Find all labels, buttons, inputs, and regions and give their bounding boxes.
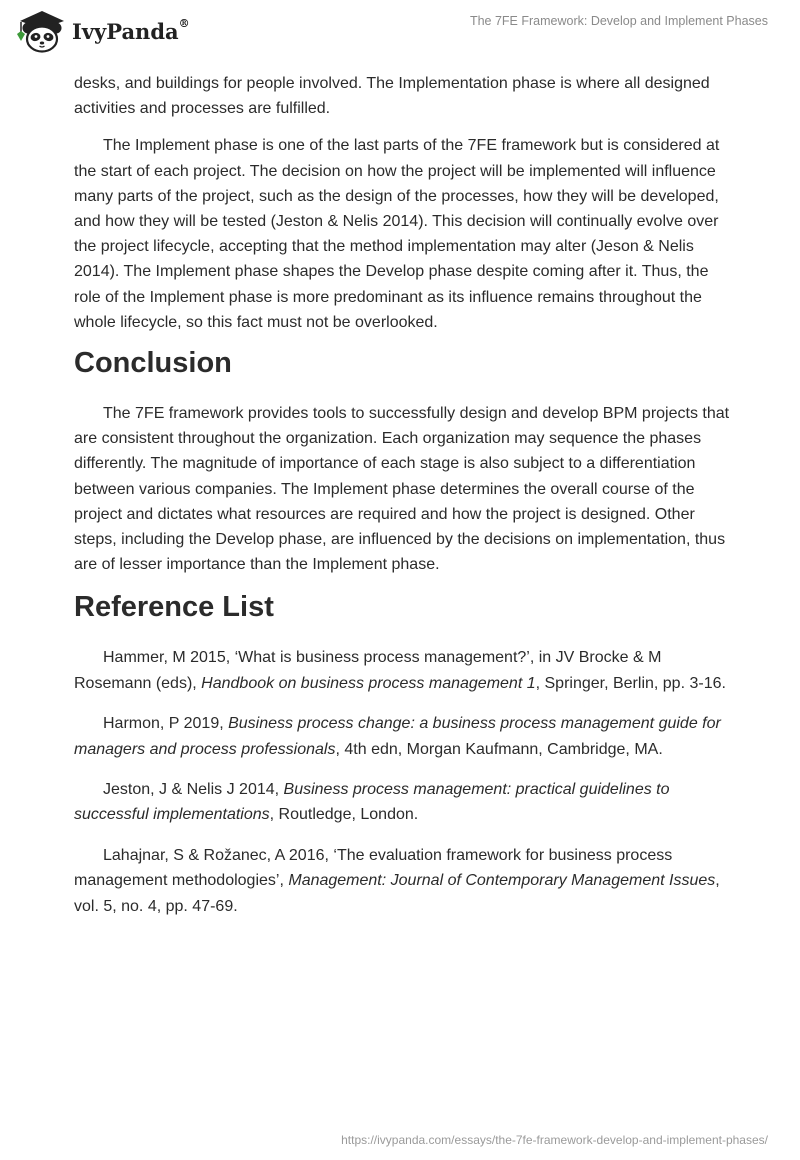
reference-item: Jeston, J & Nelis J 2014, Business process management: practical guidelines to successful implementations, Routledge, London. bbox=[74, 781, 670, 824]
conclusion-heading: Conclusion bbox=[74, 347, 232, 380]
ivypanda-logo[interactable] bbox=[12, 8, 190, 54]
source-url[interactable]: https://ivypanda.com/essays/the-7fe-framework-develop-and-implement-phases/ bbox=[341, 1133, 768, 1147]
paragraph-conclusion: The 7FE framework provides tools to successfully design and develop BPM projects that are consistent throughout the organization. Each organization may sequence the phases differently. The magnitude of importance of each stage is also subject to a differentiation between various companies. The Implement phase determines the overall course of the project and dictates what resources are required and how the project is designed. Other steps, including the Develop phase, are influenced by the decisions on implementation, thus are of lesser importance than the Implement phase. bbox=[74, 405, 730, 574]
essay-content bbox=[74, 71, 730, 934]
logo-wordmark: IvyPanda® bbox=[72, 16, 190, 44]
reference-item: Lahajnar, S & Rožanec, A 2016, ‘The evaluation framework for business process management methodologies’, Management: Journal of Contemporary Management Issues, vol. 5, no. 4, pp. 47-69. bbox=[74, 847, 720, 915]
panda-logo-icon bbox=[12, 8, 68, 54]
reference-list-heading: Reference List bbox=[74, 591, 274, 624]
reference-item: Harmon, P 2019, Business process change: a business process management guide for managers and process professionals, 4th edn, Morgan Kaufmann, Cambridge, MA. bbox=[74, 715, 721, 758]
page-header bbox=[0, 0, 800, 62]
reference-item: Hammer, M 2015, ‘What is business process management?’, in JV Brocke & M Rosemann (eds), Handbook on business process management 1, Springer, Berlin, pp. 3-16. bbox=[74, 649, 726, 692]
paragraph-intro-continuation: desks, and buildings for people involved. The Implementation phase is where all designed activities and processes are fulfilled. bbox=[74, 75, 710, 118]
document-title: The 7FE Framework: Develop and Implement Phases bbox=[469, 14, 768, 28]
paragraph-implement-phase: The Implement phase is one of the last parts of the 7FE framework but is considered at the start of each project. The decision on how the project will be implemented will influence many parts of the project, such as the design of the processes, how they will be developed, and how they will be tested (Jeston & Nelis 2014). This decision will continually evolve over the project lifecycle, accepting that the method implementation may alter (Jeson & Nelis 2014). The Implement phase shapes the Develop phase despite coming after it. Thus, the role of the Implement phase is more predominant as its influence remains throughout the whole lifecycle, so this fact must not be overlooked. bbox=[74, 137, 720, 331]
